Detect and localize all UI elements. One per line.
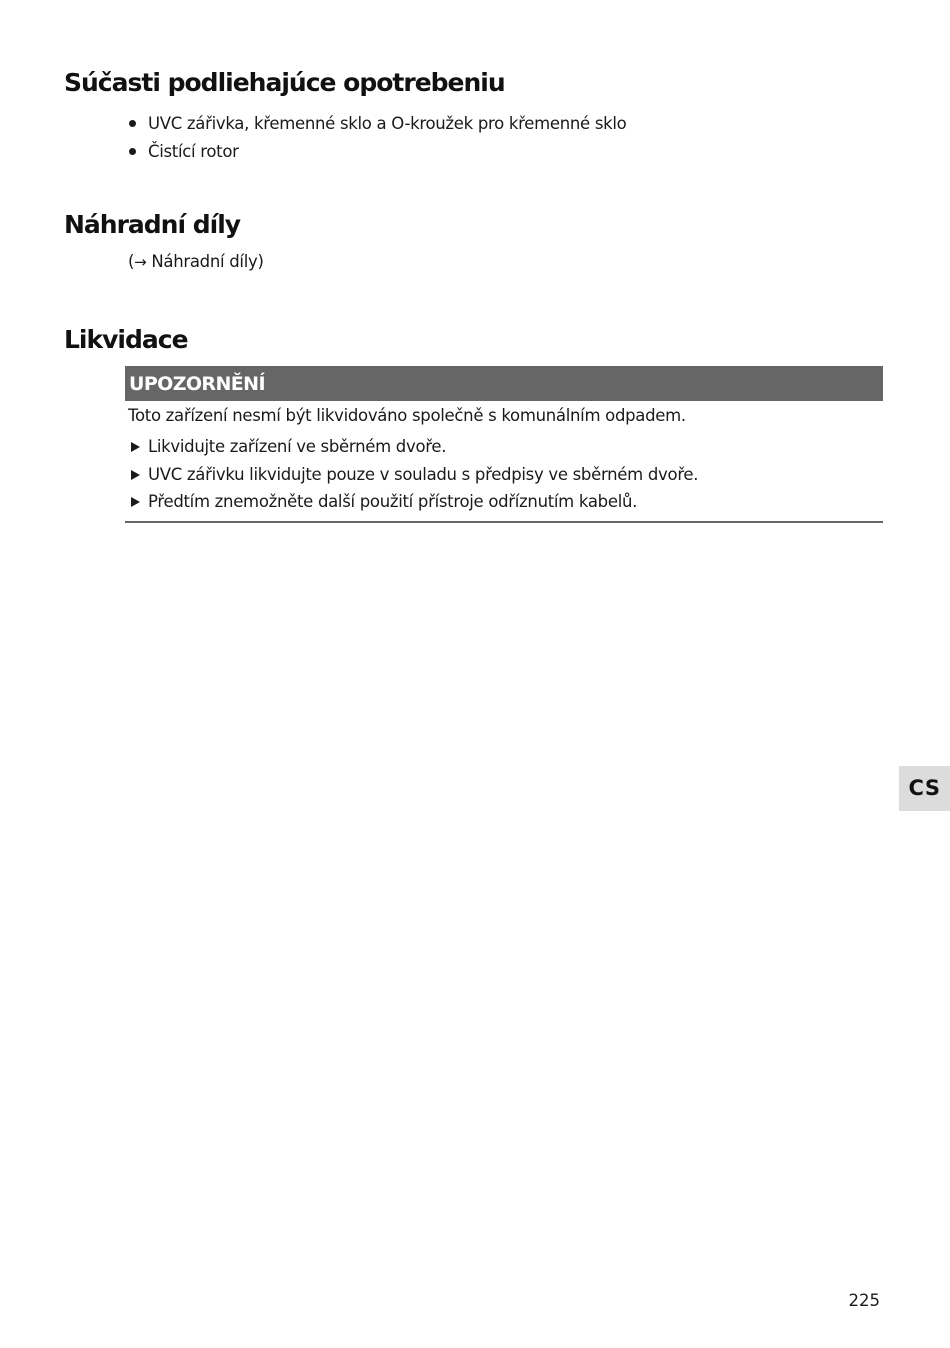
disposal-notice-box [125, 366, 883, 523]
bullet-icon [129, 148, 136, 155]
list-item [128, 138, 626, 166]
heading-disposal: Likvidace [64, 325, 188, 354]
heading-spare-parts: Náhradní díly [64, 210, 241, 239]
step-text: Předtím znemožněte další použití přístroje odříznutím kabelů. [148, 492, 638, 511]
wear-parts-list [128, 110, 626, 166]
reference-link-text: Náhradní díly) [146, 252, 264, 271]
step-item [128, 461, 698, 489]
step-text: Likvidujte zařízení ve sběrném dvoře. [148, 437, 447, 456]
list-item-text: UVC zářivka, křemenné sklo a O-kroužek pro křemenné sklo [148, 114, 627, 133]
step-item [128, 488, 698, 516]
step-item [128, 433, 698, 461]
notice-label: UPOZORNĚNÍ [125, 366, 883, 401]
triangle-right-icon [131, 442, 140, 452]
arrow-right-icon: → [134, 253, 147, 271]
notice-text: Toto zařízení nesmí být likvidováno společně s komunálním odpadem. [128, 406, 686, 425]
step-text: UVC zářivku likvidujte pouze v souladu s předpisy ve sběrném dvoře. [148, 464, 699, 484]
notice-steps [128, 433, 698, 516]
language-tab: CS [899, 766, 950, 811]
triangle-right-icon [131, 497, 140, 507]
reference-open-paren: ( [128, 252, 135, 271]
bullet-icon [129, 120, 136, 127]
page-number: 225 [848, 1291, 880, 1310]
triangle-right-icon [131, 470, 140, 480]
list-item [128, 110, 626, 138]
heading-wear-parts: Súčasti podliehajúce opotrebeniu [64, 68, 505, 97]
spare-parts-reference [128, 252, 264, 271]
list-item-text: Čistící rotor [148, 142, 239, 161]
